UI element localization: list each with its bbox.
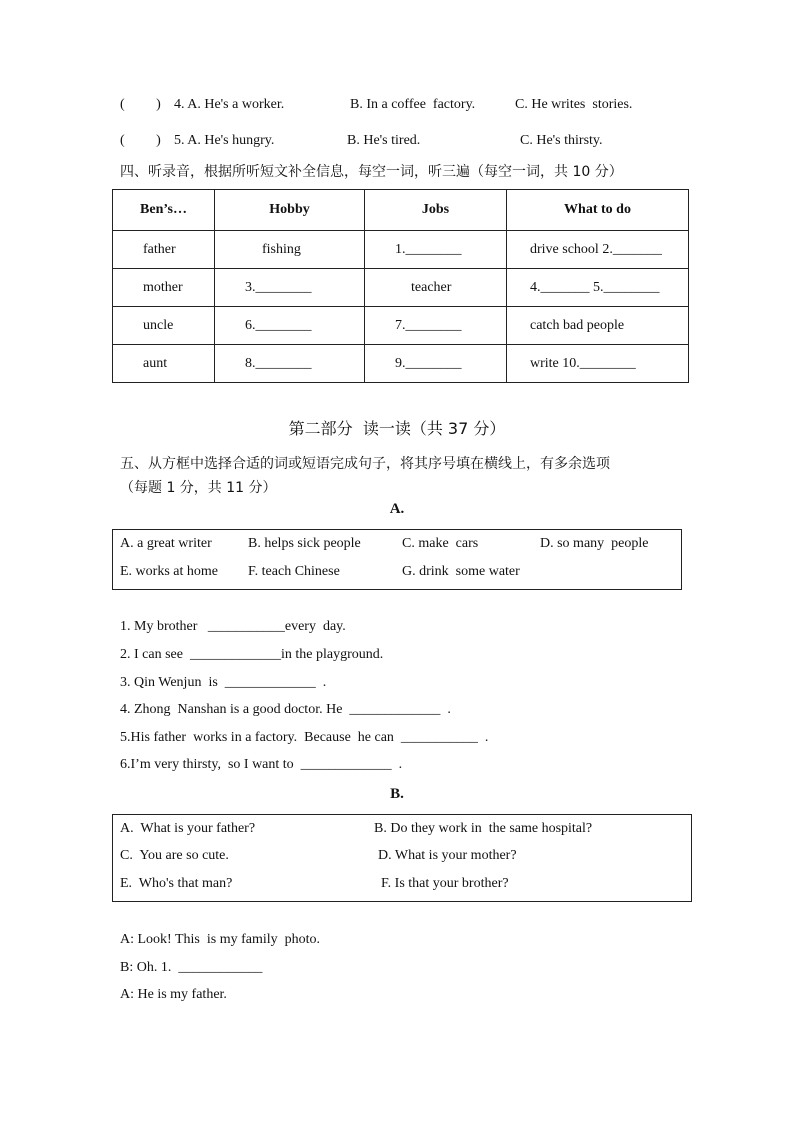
question-4-option-a: 4. A. He's a worker. (174, 97, 285, 112)
sentence-item[interactable]: 6.I’m very thirsty, so I want to _____________ . (120, 757, 403, 772)
part-2-title: 第二部分 读一读（共 37 分） (288, 419, 506, 438)
sentence-bank-b-option: D. What is your mother? (378, 848, 517, 863)
word-bank-a-option: F. teach Chinese (248, 564, 340, 579)
word-bank-a-option: B. helps sick people (248, 536, 361, 551)
word-bank-a-option: C. make cars (402, 536, 479, 551)
question-4-option-c: C. He writes stories. (515, 97, 633, 112)
sentence-item[interactable]: 2. I can see _____________in the playground. (120, 647, 384, 662)
table-header-cell: Jobs (365, 190, 507, 231)
word-bank-a-option: G. drink some water (402, 564, 520, 579)
dialogue-line: A: Look! This is my family photo. (120, 932, 321, 947)
question-4-option-b: B. In a coffee factory. (350, 97, 476, 112)
table-row (113, 269, 689, 307)
sentence-item[interactable]: 3. Qin Wenjun is _____________ . (120, 675, 327, 690)
table-cell-blank[interactable]: 8.________ (215, 345, 365, 383)
table-cell-blank[interactable]: write 10.________ (507, 345, 689, 383)
sentence-bank-b-option: A. What is your father? (120, 821, 256, 836)
question-4-paren[interactable]: ( ) (120, 97, 161, 112)
part-a-label: A. (389, 501, 405, 517)
sentence-bank-b-option: E. Who's that man? (120, 876, 233, 891)
section-5-title: 五、从方框中选择合适的词或短语完成句子，将其序号填在横线上，有多余选项 (120, 456, 610, 472)
table-header-row (113, 190, 689, 231)
table-cell-blank[interactable]: 3.________ (215, 269, 365, 307)
sentence-bank-b-option: C. You are so cute. (120, 848, 229, 863)
section-5-subtitle: （每题 1 分，共 11 分） (120, 480, 277, 496)
question-5-option-c: C. He's thirsty. (520, 133, 603, 148)
sentence-item[interactable]: 1. My brother ___________every day. (120, 619, 346, 634)
sentence-item[interactable]: 5.His father works in a factory. Because he can ___________ . (120, 730, 489, 745)
table-cell-blank[interactable]: drive school 2._______ (507, 231, 689, 269)
table-cell: catch bad people (507, 307, 689, 345)
sentence-bank-b-option: B. Do they work in the same hospital? (374, 821, 593, 836)
dialogue-line: A: He is my father. (120, 987, 227, 1002)
sentence-bank-b-option: F. Is that your brother? (381, 876, 509, 891)
word-bank-a-option: D. so many people (540, 536, 649, 551)
table-cell: father (113, 231, 215, 269)
table-row (113, 231, 689, 269)
word-bank-a-option: A. a great writer (120, 536, 212, 551)
question-5-option-a: 5. A. He's hungry. (174, 133, 275, 148)
table-header-cell: Hobby (215, 190, 365, 231)
sentence-item[interactable]: 4. Zhong Nanshan is a good doctor. He _____________ . (120, 702, 451, 717)
table-cell: aunt (113, 345, 215, 383)
table-cell: fishing (215, 231, 365, 269)
word-bank-a-option: E. works at home (120, 564, 218, 579)
question-5-paren[interactable]: ( ) (120, 133, 161, 148)
table-row (113, 345, 689, 383)
table-cell-blank[interactable]: 9.________ (365, 345, 507, 383)
table-cell-blank[interactable]: 1.________ (365, 231, 507, 269)
table-cell-blank[interactable]: 4._______ 5.________ (507, 269, 689, 307)
table-cell: mother (113, 269, 215, 307)
part-b-label: B. (390, 786, 404, 802)
table-row (113, 307, 689, 345)
table-header-cell: What to do (507, 190, 689, 231)
listening-table (112, 189, 689, 383)
table-cell-blank[interactable]: 7.________ (365, 307, 507, 345)
question-5-option-b: B. He's tired. (347, 133, 421, 148)
table-cell: teacher (365, 269, 507, 307)
table-cell: uncle (113, 307, 215, 345)
section-4-title: 四、听录音，根据所听短文补全信息，每空一词，听三遍（每空一词，共 10 分） (120, 164, 623, 180)
dialogue-line-blank[interactable]: B: Oh. 1. ____________ (120, 960, 263, 975)
table-cell-blank[interactable]: 6.________ (215, 307, 365, 345)
table-header-cell: Ben’s… (113, 190, 215, 231)
